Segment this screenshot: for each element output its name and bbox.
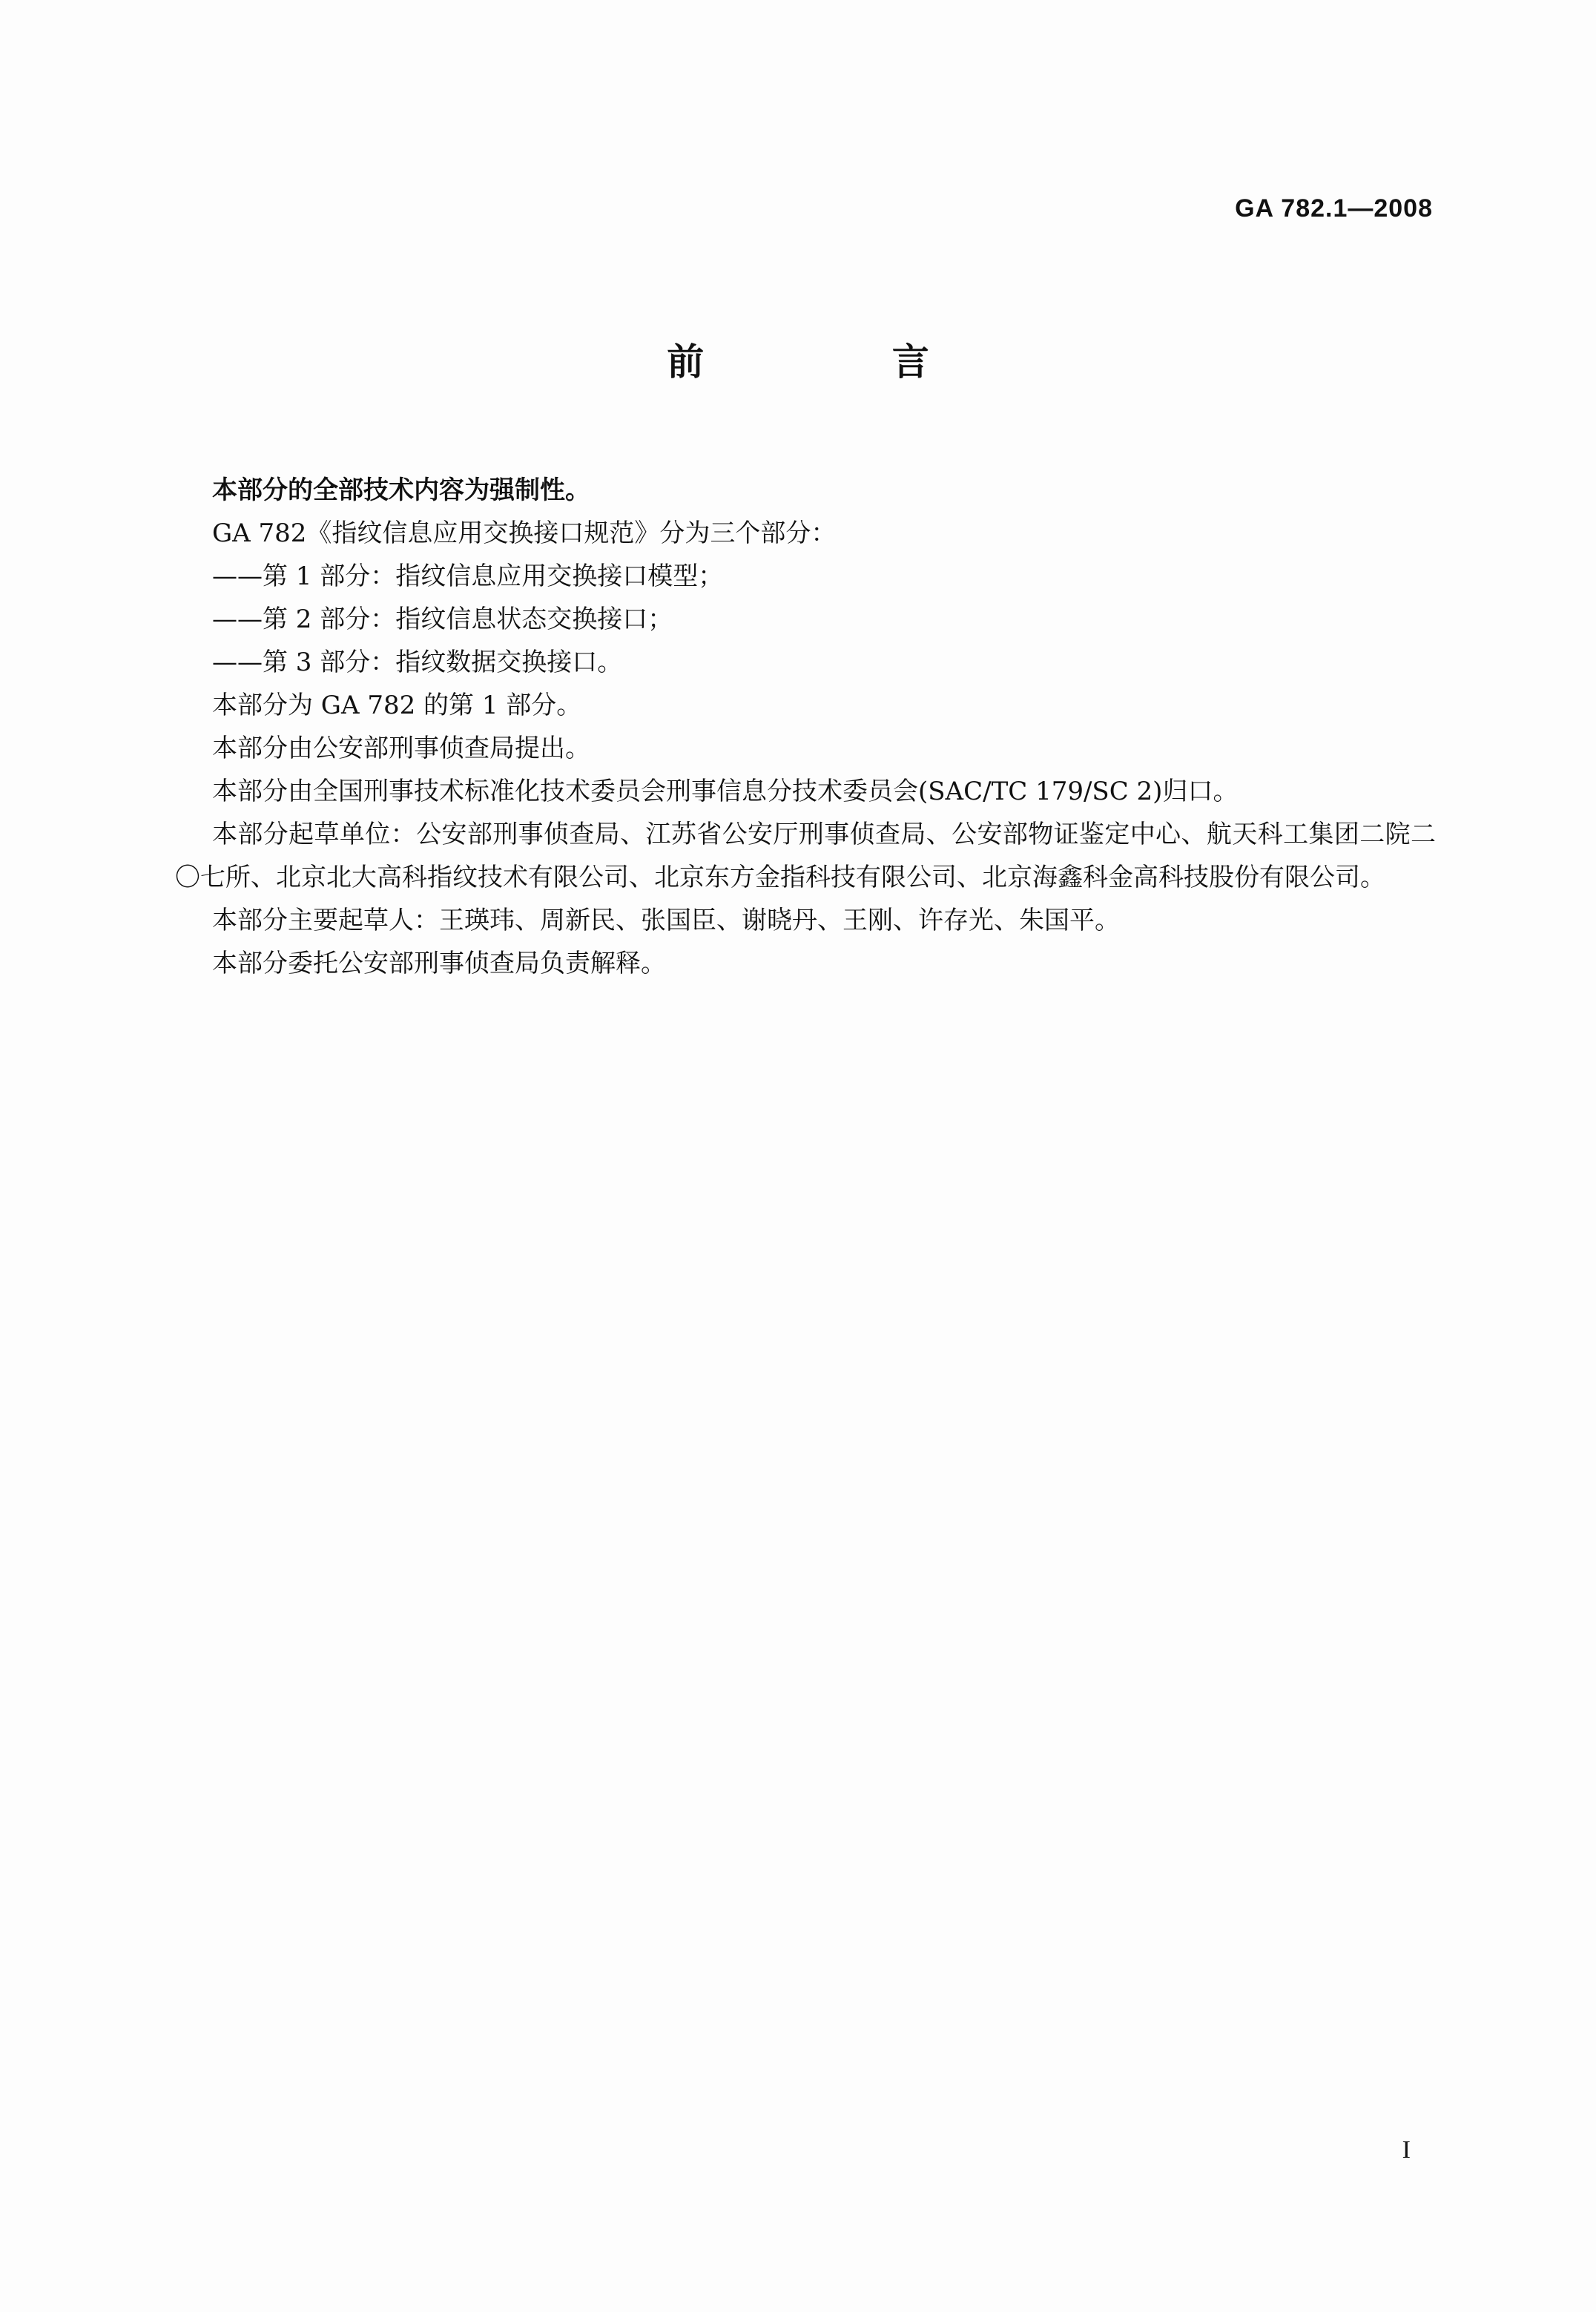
paragraph-mandatory-statement: 本部分的全部技术内容为强制性。 xyxy=(212,475,590,505)
list-item-part-3: ——第 3 部分：指纹数据交换接口。 xyxy=(212,648,623,677)
paragraph-drafting-units: 本部分起草单位：公安部刑事侦查局、江苏省公安厅刑事侦查局、公安部物证鉴定中心、航天科工集团二院二〇七所、北京北大高科指纹技术有限公司、北京东方金指科技有限公司、北京海鑫科金高科技股份有限公司。 xyxy=(175,820,1436,892)
paragraph-this-part: 本部分为 GA 782 的第 1 部分。 xyxy=(212,691,582,720)
paragraph-proposer: 本部分由公安部刑事侦查局提出。 xyxy=(212,734,590,763)
document-number: GA 782.1—2008 xyxy=(1235,194,1433,223)
list-item-part-1: ——第 1 部分：指纹信息应用交换接口模型； xyxy=(212,561,724,591)
list-item-part-2: ——第 2 部分：指纹信息状态交换接口； xyxy=(212,605,673,634)
preface-body xyxy=(175,469,1436,985)
page-number: I xyxy=(1402,2136,1411,2164)
page-title: 前 言 xyxy=(667,340,1017,383)
paragraph-responsible-committee: 本部分由全国刑事技术标准化技术委员会刑事信息分技术委员会(SAC/TC 179/SC 2)归口。 xyxy=(212,777,1239,806)
paragraph-interpretation: 本部分委托公安部刑事侦查局负责解释。 xyxy=(212,949,666,978)
paragraph-drafters: 本部分主要起草人：王瑛玮、周新民、张国臣、谢晓丹、王刚、许存光、朱国平。 xyxy=(212,906,1120,935)
paragraph-parts-intro: GA 782《指纹信息应用交换接口规范》分为三个部分： xyxy=(212,518,837,548)
